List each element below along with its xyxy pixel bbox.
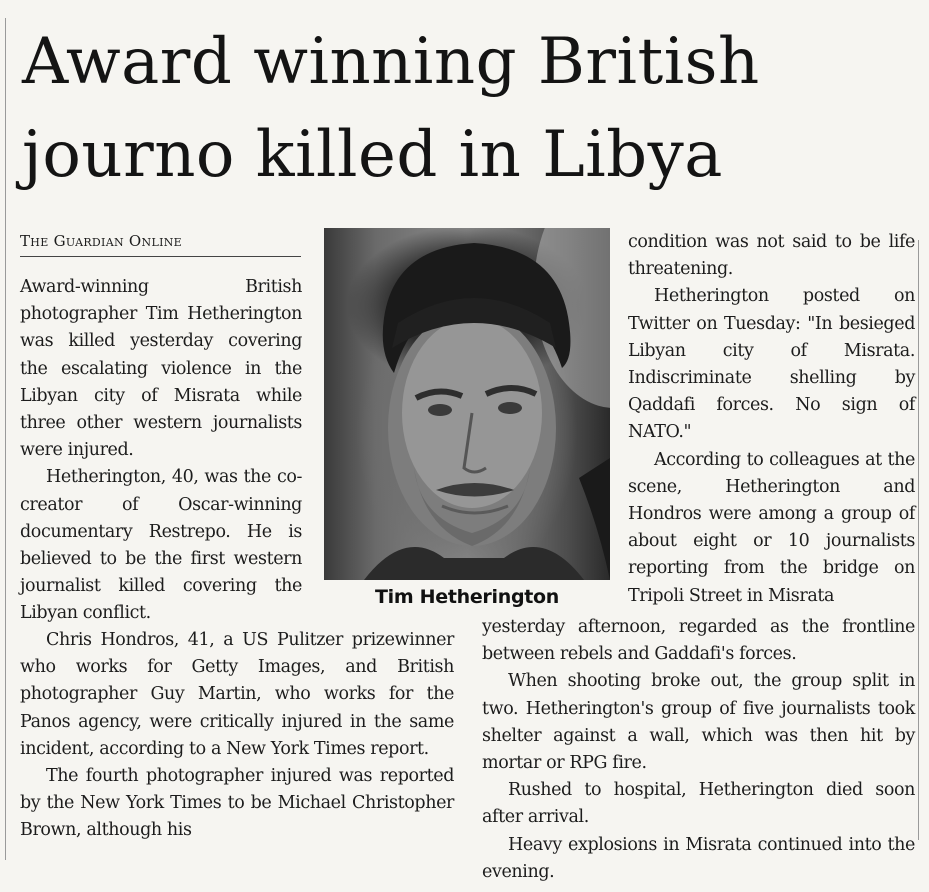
paragraph-7: When shooting broke out, the group split in two. Hetherington's group of five journalists took shelter against a wall, which was then hit by mortar or RPG fire. xyxy=(482,671,915,774)
headline-line-1: Award winning British xyxy=(22,25,760,99)
body-column-right-bottom xyxy=(482,614,915,886)
source-byline: The Guardian Online xyxy=(20,232,301,257)
paragraph-4: The fourth photographer injured was reported by the New York Times to be Michael Christopher Brown, although his xyxy=(20,766,454,841)
headline-line-2: journo killed in Libya xyxy=(22,118,723,192)
right-column-rule xyxy=(918,240,919,840)
paragraph-6-continued: yesterday afternoon, regarded as the frontline between rebels and Gaddafi's forces. xyxy=(482,617,915,665)
photo-caption: Tim Hetherington xyxy=(374,586,560,608)
headline xyxy=(22,16,912,202)
portrait-illustration xyxy=(324,228,610,580)
paragraph-9: Heavy explosions in Misrata continued into the evening. xyxy=(482,834,915,882)
paragraph-3: Chris Hondros, 41, a US Pulitzer prizewinner who works for Getty Images, and British photographer Guy Martin, who works for the Panos agency, were critically injured in the same incident, according to a New York Times report. xyxy=(20,630,454,759)
paragraph-2: Hetherington, 40, was the co-creator of Oscar-winning documentary Restrepo. He is believed to be the first western journalist killed covering the Libyan conflict. xyxy=(20,467,302,624)
body-column-right-top xyxy=(628,229,915,610)
paragraph-8: Rushed to hospital, Hetherington died soon after arrival. xyxy=(482,780,915,828)
paragraph-5: Hetherington posted on Twitter on Tuesday: "In besieged Libyan city of Misrata. Indiscriminate shelling by Qaddafi forces. No sign of NATO." xyxy=(628,286,915,443)
paragraph-6: According to colleagues at the scene, Hetherington and Hondros were among a group of about eight or 10 journalists reporting from the bridge on Tripoli Street in Misrata xyxy=(628,449,915,606)
body-column-left-bottom xyxy=(20,627,454,845)
portrait-photo xyxy=(324,228,610,580)
paragraph-1: Award-winning British photographer Tim Hetherington was killed yesterday covering the escalating violence in the Libyan city of Misrata while three other western journalists were injured. xyxy=(20,277,302,461)
left-column-rule xyxy=(5,18,6,860)
body-column-left-top xyxy=(20,274,302,628)
paragraph-4-continued: condition was not said to be life threatening. xyxy=(628,232,915,280)
